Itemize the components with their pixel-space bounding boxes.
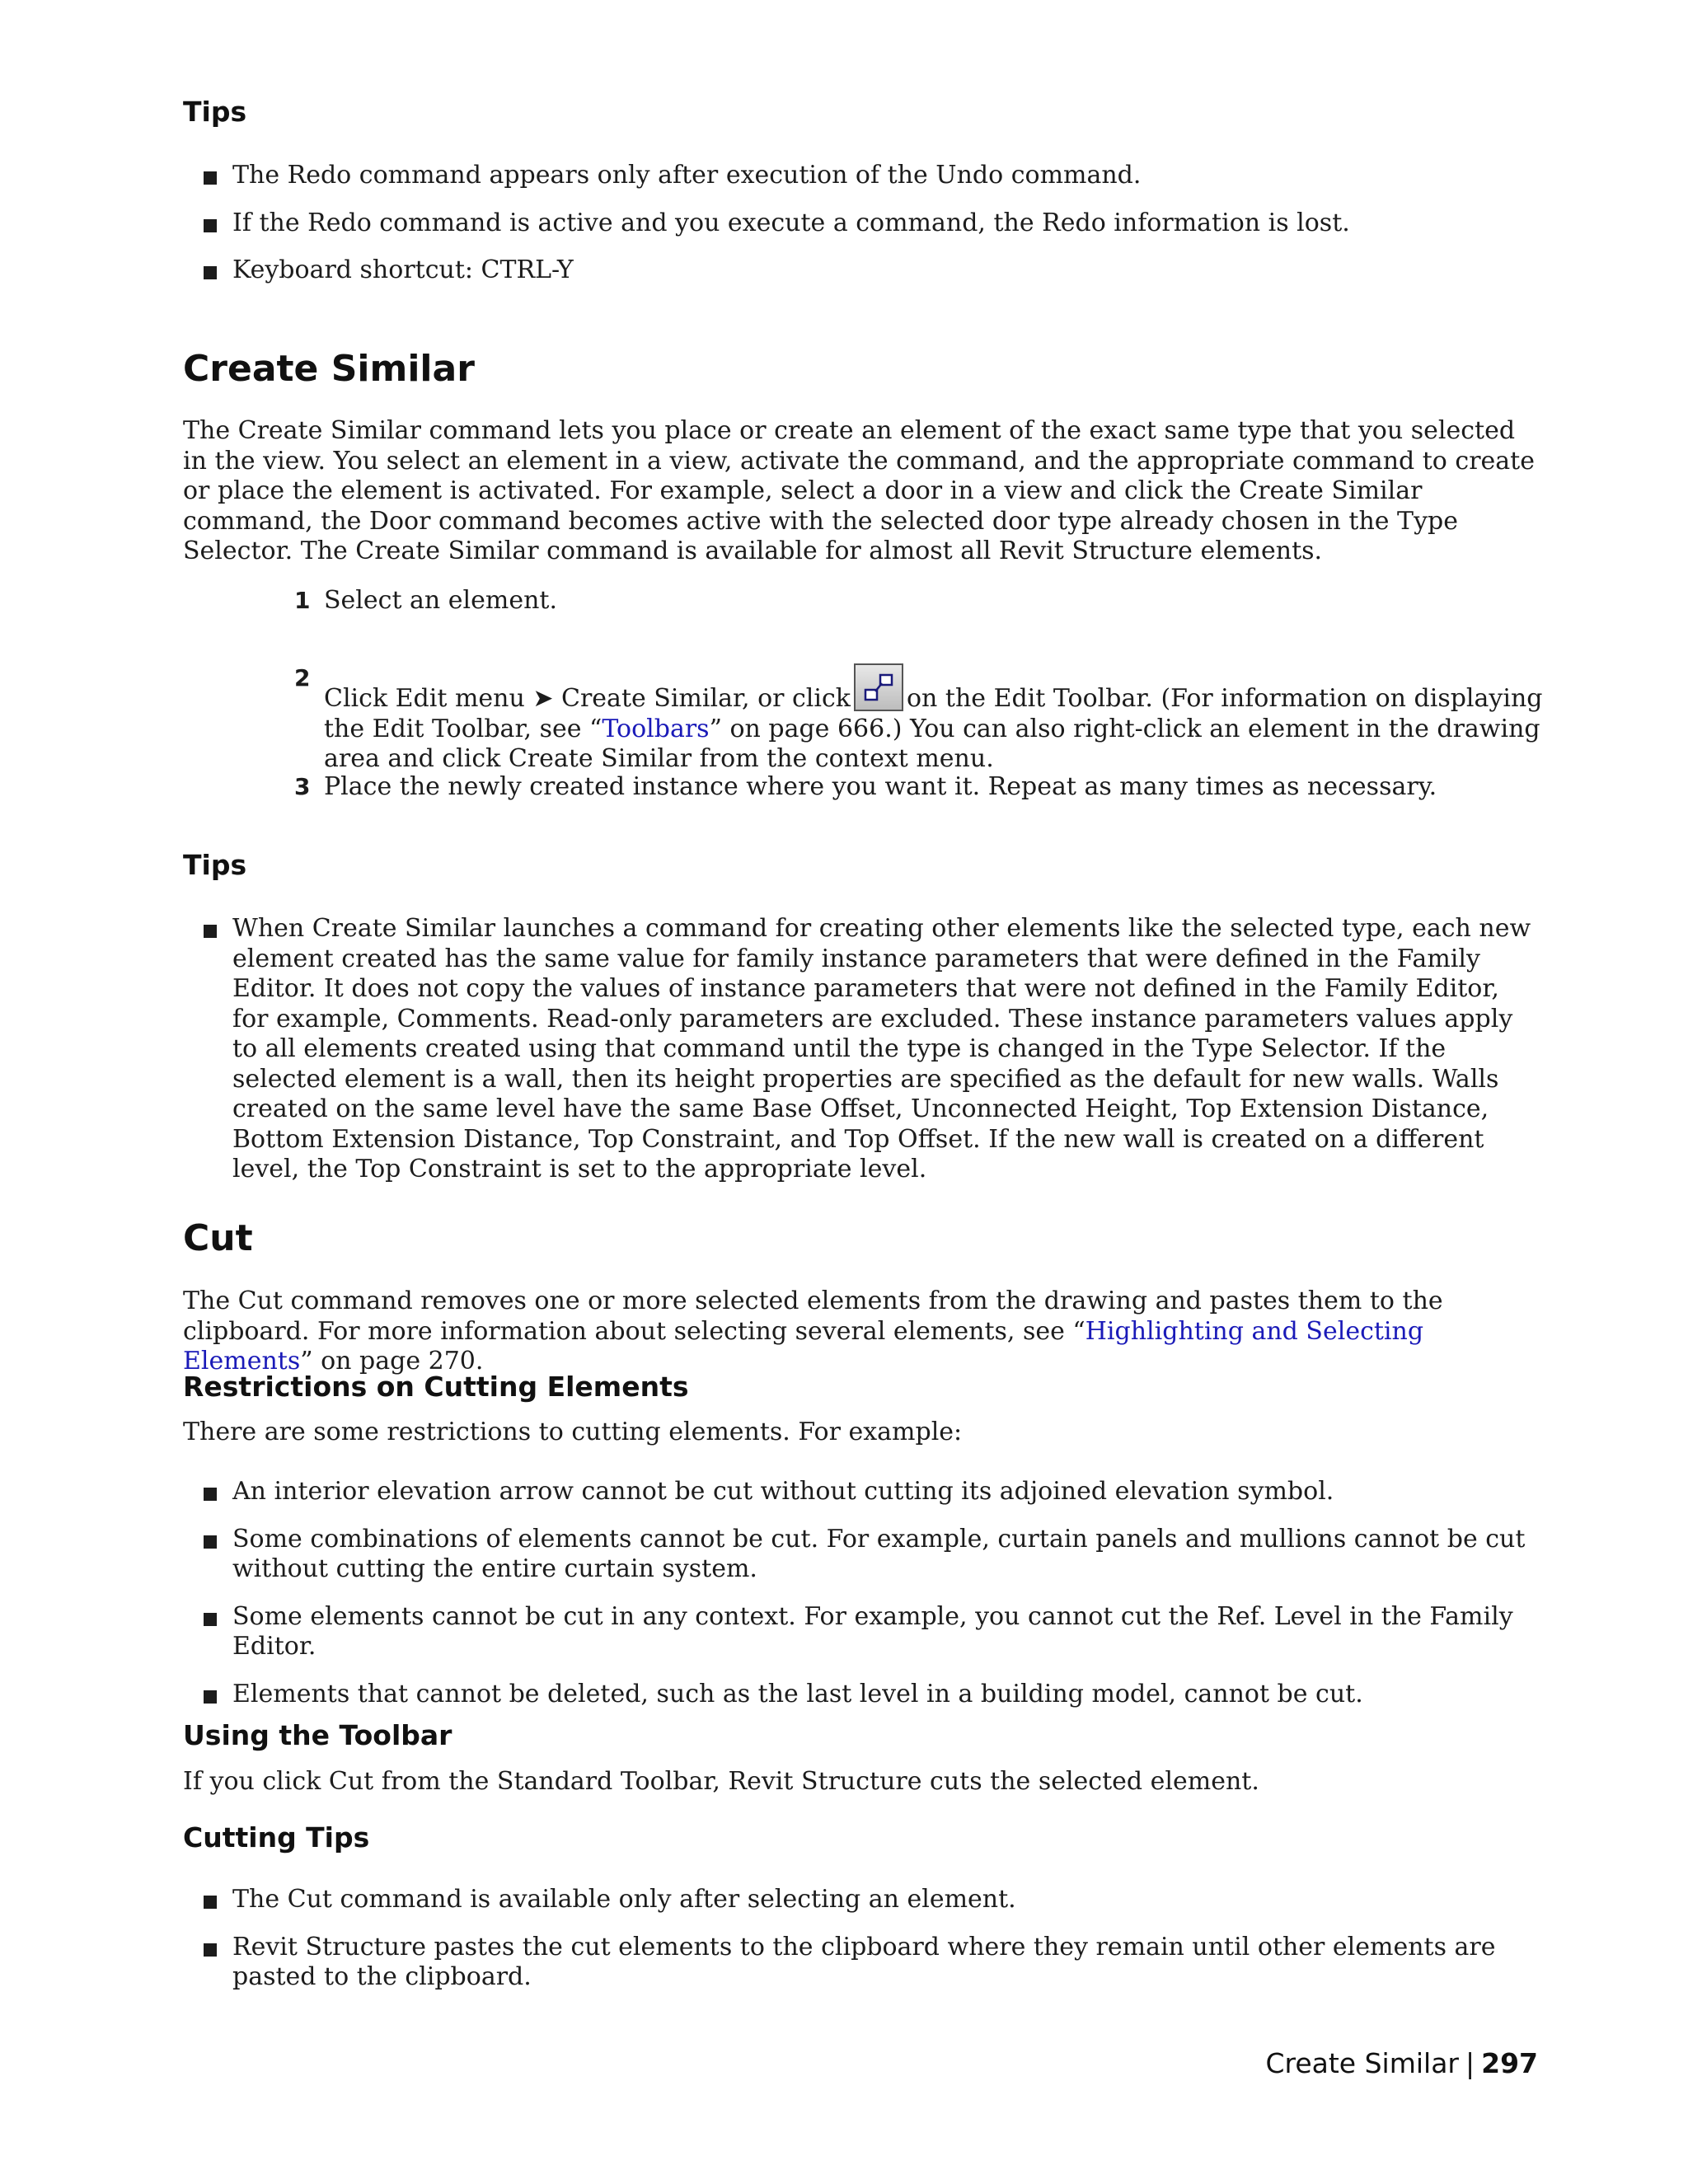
cutting-tips-list bbox=[183, 1885, 1539, 1993]
bullet-icon bbox=[204, 925, 217, 938]
page-footer bbox=[1265, 2047, 1538, 2079]
list-item: If the Redo command is active and you execute a command, the Redo information is lost. bbox=[183, 209, 1539, 239]
restrictions-intro: There are some restrictions to cutting elements. For example: bbox=[183, 1418, 963, 1446]
footer-separator: | bbox=[1465, 2047, 1475, 2079]
list-item: Revit Structure pastes the cut elements to the clipboard where they remain until other elements are pasted to the clipboard. bbox=[183, 1933, 1539, 1993]
tips-heading: Tips bbox=[183, 96, 247, 128]
step-3: 3 Place the newly created instance where you want it. Repeat as many times as necessary. bbox=[294, 772, 1437, 801]
toolbars-link[interactable]: Toolbars bbox=[602, 714, 710, 743]
step-1: 1 Select an element. bbox=[294, 586, 558, 615]
bullet-icon bbox=[204, 1943, 217, 1957]
list-item: Some elements cannot be cut in any context. For example, you cannot cut the Ref. Level in the Family Editor. bbox=[183, 1602, 1539, 1662]
create-similar-icon[interactable] bbox=[854, 663, 903, 711]
create-similar-intro: The Create Similar command lets you place or create an element of the exact same type that you selected in the view. You select an element in a view, activate the command, and the appropriate command to create or place the element is activated. For example, select a door in a view and click the Create Similar command, the Door command becomes active with the selected door type already chosen in the Type Selector. The Create Similar command is available for almost all Revit Structure elements. bbox=[183, 416, 1535, 565]
bullet-icon bbox=[204, 266, 217, 279]
list-item: Elements that cannot be deleted, such as the last level in a building model, cannot be cut. bbox=[183, 1680, 1539, 1710]
bullet-icon bbox=[204, 171, 217, 185]
list-item: Some combinations of elements cannot be cut. For example, curtain panels and mullions cannot be cut without cutting the entire curtain system. bbox=[183, 1525, 1539, 1585]
list-item: Keyboard shortcut: CTRL-Y bbox=[183, 255, 1539, 286]
bullet-icon bbox=[204, 219, 217, 232]
bullet-icon bbox=[204, 1613, 217, 1626]
bullet-icon bbox=[204, 1488, 217, 1501]
list-item: The Redo command appears only after execution of the Undo command. bbox=[183, 161, 1539, 191]
cut-intro: The Cut command removes one or more selected elements from the drawing and pastes them to the clipboard. For more information about selecting several elements, see “Highlighting and Selecting Elements” on page 270. bbox=[183, 1286, 1443, 1376]
list-item: The Cut command is available only after selecting an element. bbox=[183, 1885, 1539, 1915]
bullet-icon bbox=[204, 1690, 217, 1704]
bullet-icon bbox=[204, 1535, 217, 1549]
subheading-restrictions: Restrictions on Cutting Elements bbox=[183, 1371, 689, 1403]
tips-list bbox=[183, 161, 1539, 286]
toolbar-text: If you click Cut from the Standard Toolbar, Revit Structure cuts the selected element. bbox=[183, 1767, 1259, 1796]
bullet-icon bbox=[204, 1896, 217, 1909]
highlighting-link[interactable]: Highlighting and Selecting Elements bbox=[183, 1316, 1424, 1376]
subheading-using-toolbar: Using the Toolbar bbox=[183, 1719, 452, 1751]
section-title-create-similar: Create Similar bbox=[183, 348, 475, 390]
tips-list bbox=[183, 914, 1539, 1185]
footer-section: Create Similar bbox=[1265, 2047, 1459, 2079]
tips-heading: Tips bbox=[183, 849, 247, 881]
list-item: An interior elevation arrow cannot be cut without cutting its adjoined elevation symbol. bbox=[183, 1477, 1539, 1507]
page-number: 297 bbox=[1481, 2047, 1538, 2079]
subheading-cutting-tips: Cutting Tips bbox=[183, 1821, 370, 1854]
restrictions-list bbox=[183, 1477, 1539, 1709]
section-title-cut: Cut bbox=[183, 1217, 253, 1259]
step-2: 2 Click Edit menu ➤ Create Similar, or click on the Edit Toolbar. (For information on displaying the Edit Toolbar, see “Toolbars” on page 666.) You can also right-click an element in the drawing area and click Create Similar from the context menu. bbox=[294, 664, 1543, 773]
list-item: When Create Similar launches a command for creating other elements like the selected type, each new element created has the same value for family instance parameters that were defined in the Family Editor. It does not copy the values of instance parameters that were not defined in the Family Editor, for example, Comments. Read-only parameters are excluded. These instance parameters values apply to all elements created using that command until the type is changed in the Type Selector. If the selected element is a wall, then its height properties are specified as the default for new walls. Walls created on the same level have the same Base Offset, Unconnected Height, Top Extension Distance, Bottom Extension Distance, Top Constraint, and Top Offset. If the new wall is created on a different level, the Top Constraint is set to the appropriate level. bbox=[183, 914, 1539, 1185]
